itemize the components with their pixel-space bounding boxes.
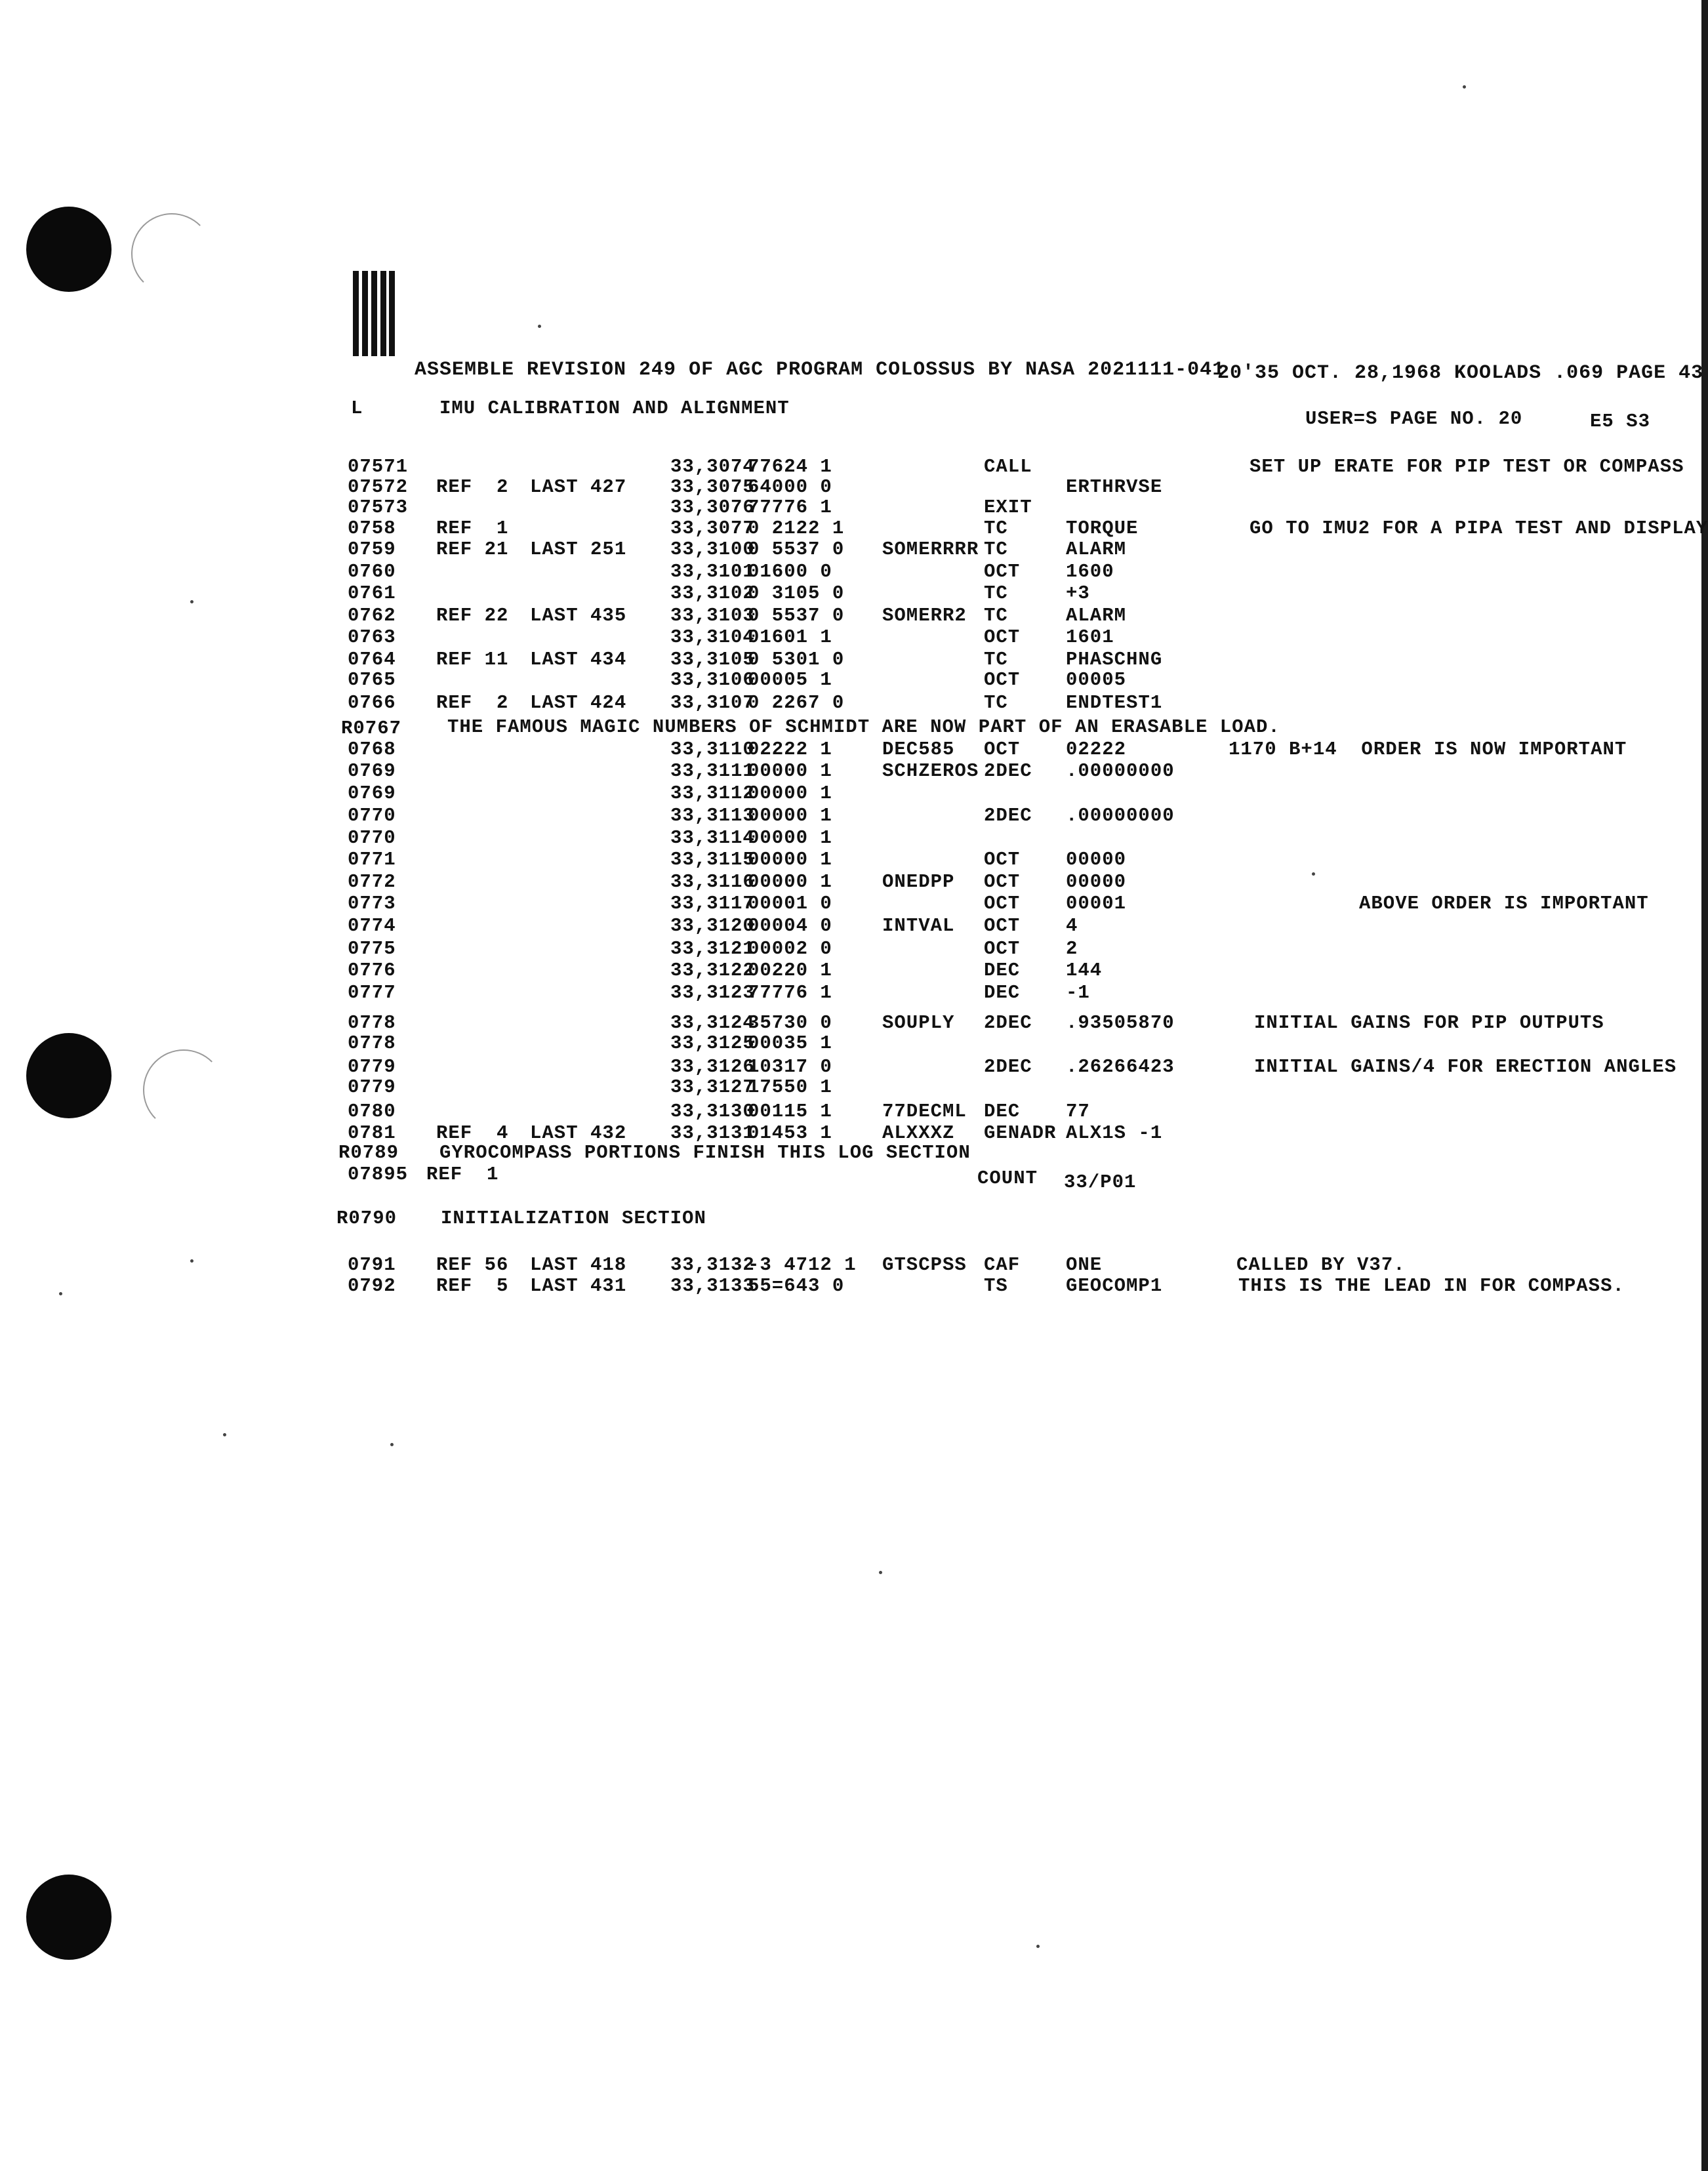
speck <box>390 1443 394 1446</box>
remark-line-number: R0767 <box>341 718 402 739</box>
speck <box>879 1571 882 1574</box>
ref-count: REF 22 <box>436 605 509 626</box>
line-number: 0759 <box>348 538 396 560</box>
opcode: 2DEC <box>984 1056 1032 1078</box>
ref-count: REF 56 <box>436 1254 509 1276</box>
line-number: 0779 <box>348 1076 396 1098</box>
punch-hole-top <box>26 207 112 292</box>
remark-line-number: R0789 <box>338 1142 399 1164</box>
label: GTSCPSS <box>882 1254 967 1276</box>
octal-word: 0 3105 0 <box>748 582 845 604</box>
count-op: COUNT <box>977 1167 1038 1189</box>
operand: +3 <box>1066 582 1090 604</box>
address: 33,3111 <box>670 760 755 782</box>
page-code: E5 S3 <box>1590 411 1651 432</box>
opcode: OCT <box>984 561 1021 582</box>
address: 33,3125 <box>670 1032 755 1054</box>
address: 33,3076 <box>670 497 755 518</box>
address: 33,3133 <box>670 1275 755 1297</box>
address: 33,3116 <box>670 871 755 893</box>
octal-word: 00000 1 <box>748 782 832 804</box>
comment: 1170 B+14 ORDER IS NOW IMPORTANT <box>1229 739 1627 760</box>
operand: 1600 <box>1066 561 1114 582</box>
opcode: DEC <box>984 1101 1021 1122</box>
address: 33,3105 <box>670 649 755 670</box>
operand: 00005 <box>1066 669 1127 691</box>
label: SOMERR2 <box>882 605 967 626</box>
line-number: 0761 <box>348 582 396 604</box>
operand: 00000 <box>1066 849 1127 870</box>
operand: 4 <box>1066 915 1078 937</box>
octal-word: 55=643 0 <box>748 1275 845 1297</box>
operand: 144 <box>1066 960 1103 981</box>
opcode: DEC <box>984 960 1021 981</box>
last-ref: LAST 431 <box>530 1275 627 1297</box>
address: 33,3131 <box>670 1122 755 1144</box>
header-right: 20'35 OCT. 28,1968 KOOLADS .069 PAGE 43 <box>1217 362 1704 384</box>
address: 33,3114 <box>670 827 755 849</box>
address: 33,3126 <box>670 1056 755 1078</box>
line-number: 0772 <box>348 871 396 893</box>
octal-word: 00002 0 <box>748 938 832 960</box>
count-operand: 33/P01 <box>1064 1171 1137 1193</box>
line-number: 0765 <box>348 669 396 691</box>
last-ref: LAST 432 <box>530 1122 627 1144</box>
address: 33,3112 <box>670 782 755 804</box>
speck <box>1463 85 1466 89</box>
section2-title: INITIALIZATION SECTION <box>441 1207 706 1229</box>
label: INTVAL <box>882 915 955 937</box>
section-title: IMU CALIBRATION AND ALIGNMENT <box>439 397 790 419</box>
operand: .93505870 <box>1066 1012 1175 1034</box>
label: SOMERRRR <box>882 538 979 560</box>
opcode: TC <box>984 692 1008 714</box>
opcode: TC <box>984 517 1008 539</box>
speck <box>190 600 193 603</box>
last-ref: LAST 424 <box>530 692 627 714</box>
octal-word: 00004 0 <box>748 915 832 937</box>
address: 33,3115 <box>670 849 755 870</box>
line-number: 0780 <box>348 1101 396 1122</box>
octal-word: 00000 1 <box>748 871 832 893</box>
opcode: TC <box>984 605 1008 626</box>
octal-word: 00000 1 <box>748 849 832 870</box>
label: DEC585 <box>882 739 955 760</box>
operand: 02222 <box>1066 739 1127 760</box>
address: 33,3101 <box>670 561 755 582</box>
address: 33,3074 <box>670 456 755 477</box>
count-line-number: 07895 <box>348 1164 409 1185</box>
octal-word: -3 4712 1 <box>748 1254 857 1276</box>
opcode: 2DEC <box>984 805 1032 826</box>
speck <box>223 1433 226 1436</box>
operand: -1 <box>1066 982 1090 1004</box>
opcode: 2DEC <box>984 1012 1032 1034</box>
opcode: OCT <box>984 915 1021 937</box>
octal-word: 35730 0 <box>748 1012 832 1034</box>
operand: TORQUE <box>1066 517 1139 539</box>
speck <box>1036 1945 1040 1948</box>
line-number: 0776 <box>348 960 396 981</box>
count-ref: REF 1 <box>426 1164 499 1185</box>
address: 33,3130 <box>670 1101 755 1122</box>
punch-hole-shadow-top <box>131 213 213 294</box>
operand: ONE <box>1066 1254 1103 1276</box>
octal-word: 00005 1 <box>748 669 832 691</box>
address: 33,3123 <box>670 982 755 1004</box>
operand: 1601 <box>1066 626 1114 648</box>
ref-count: REF 5 <box>436 1275 509 1297</box>
label: SCHZEROS <box>882 760 979 782</box>
line-number: 0769 <box>348 760 396 782</box>
label: ALXXXZ <box>882 1122 955 1144</box>
users-page: USER=S PAGE NO. 20 <box>1305 408 1523 430</box>
line-number: 0770 <box>348 805 396 826</box>
section-mark: L <box>351 397 363 419</box>
comment: ABOVE ORDER IS IMPORTANT <box>1359 893 1649 914</box>
opcode: DEC <box>984 982 1021 1004</box>
operand: .00000000 <box>1066 760 1175 782</box>
operand: 00000 <box>1066 871 1127 893</box>
address: 33,3102 <box>670 582 755 604</box>
opcode: CALL <box>984 456 1032 477</box>
line-number: 0768 <box>348 739 396 760</box>
octal-word: 00000 1 <box>748 827 832 849</box>
octal-word: 00000 1 <box>748 805 832 826</box>
page-edge <box>1701 0 1708 2171</box>
octal-word: 0 5537 0 <box>748 605 845 626</box>
ref-count: REF 2 <box>436 692 509 714</box>
line-number: 07572 <box>348 476 409 498</box>
comment: INITIAL GAINS/4 FOR ERECTION ANGLES <box>1254 1056 1677 1078</box>
address: 33,3127 <box>670 1076 755 1098</box>
octal-word: 01600 0 <box>748 561 832 582</box>
line-number: 0777 <box>348 982 396 1004</box>
line-number: 07571 <box>348 456 409 477</box>
address: 33,3113 <box>670 805 755 826</box>
comment: GO TO IMU2 FOR A PIPA TEST AND DISPLAY <box>1250 517 1708 539</box>
opcode: TC <box>984 538 1008 560</box>
operand: PHASCHNG <box>1066 649 1163 670</box>
header-left: ASSEMBLE REVISION 249 OF AGC PROGRAM COLOSSUS BY NASA 2021111-041 <box>415 359 1225 381</box>
address: 33,3075 <box>670 476 755 498</box>
octal-word: 77776 1 <box>748 497 832 518</box>
last-ref: LAST 427 <box>530 476 627 498</box>
line-number: 0773 <box>348 893 396 914</box>
octal-word: 02222 1 <box>748 739 832 760</box>
line-number: 0769 <box>348 782 396 804</box>
opcode: 2DEC <box>984 760 1032 782</box>
opcode: OCT <box>984 893 1021 914</box>
line-number: 0792 <box>348 1275 396 1297</box>
section2-line-number: R0790 <box>336 1207 397 1229</box>
line-number: 0774 <box>348 915 396 937</box>
octal-word: 10317 0 <box>748 1056 832 1078</box>
line-number: 0779 <box>348 1056 396 1078</box>
operand: ALARM <box>1066 538 1127 560</box>
last-ref: LAST 435 <box>530 605 627 626</box>
line-number: 0760 <box>348 561 396 582</box>
line-number: 0778 <box>348 1032 396 1054</box>
opcode: TC <box>984 582 1008 604</box>
ref-count: REF 11 <box>436 649 509 670</box>
ref-count: REF 2 <box>436 476 509 498</box>
line-number: 0758 <box>348 517 396 539</box>
opcode: EXIT <box>984 497 1032 518</box>
operand: ALX1S -1 <box>1066 1122 1163 1144</box>
address: 33,3104 <box>670 626 755 648</box>
label: SOUPLY <box>882 1012 955 1034</box>
address: 33,3122 <box>670 960 755 981</box>
line-number: 0778 <box>348 1012 396 1034</box>
last-ref: LAST 251 <box>530 538 627 560</box>
address: 33,3110 <box>670 739 755 760</box>
last-ref: LAST 434 <box>530 649 627 670</box>
octal-word: 0 2267 0 <box>748 692 845 714</box>
punch-hole-shadow-middle <box>143 1049 224 1131</box>
operand: 00001 <box>1066 893 1127 914</box>
line-number: 0771 <box>348 849 396 870</box>
operand: 2 <box>1066 938 1078 960</box>
remark-text: THE FAMOUS MAGIC NUMBERS OF SCHMIDT ARE NOW PART OF AN ERASABLE LOAD. <box>447 716 1280 738</box>
opcode: OCT <box>984 626 1021 648</box>
ref-count: REF 4 <box>436 1122 509 1144</box>
octal-word: 0 2122 1 <box>748 517 845 539</box>
speck <box>538 325 541 328</box>
octal-word: 64000 0 <box>748 476 832 498</box>
opcode: OCT <box>984 849 1021 870</box>
operand: ERTHRVSE <box>1066 476 1163 498</box>
octal-word: 00220 1 <box>748 960 832 981</box>
address: 33,3124 <box>670 1012 755 1034</box>
octal-word: 0 5301 0 <box>748 649 845 670</box>
address: 33,3120 <box>670 915 755 937</box>
operand: .00000000 <box>1066 805 1175 826</box>
octal-word: 17550 1 <box>748 1076 832 1098</box>
ref-count: REF 1 <box>436 517 509 539</box>
octal-word: 77624 1 <box>748 456 832 477</box>
line-number: 0781 <box>348 1122 396 1144</box>
address: 33,3077 <box>670 517 755 539</box>
operand: 77 <box>1066 1101 1090 1122</box>
octal-word: 77776 1 <box>748 982 832 1004</box>
address: 33,3106 <box>670 669 755 691</box>
opcode: OCT <box>984 739 1021 760</box>
line-number: 07573 <box>348 497 409 518</box>
octal-word: 00035 1 <box>748 1032 832 1054</box>
speck <box>190 1259 193 1263</box>
opcode: GENADR <box>984 1122 1057 1144</box>
line-number: 0791 <box>348 1254 396 1276</box>
octal-word: 00000 1 <box>748 760 832 782</box>
octal-word: 0 5537 0 <box>748 538 845 560</box>
octal-word: 01453 1 <box>748 1122 832 1144</box>
line-number: 0762 <box>348 605 396 626</box>
address: 33,3121 <box>670 938 755 960</box>
label: 77DECML <box>882 1101 967 1122</box>
punch-hole-middle <box>26 1033 112 1118</box>
line-number: 0766 <box>348 692 396 714</box>
octal-word: 01601 1 <box>748 626 832 648</box>
address: 33,3100 <box>670 538 755 560</box>
opcode: OCT <box>984 871 1021 893</box>
remark-text: GYROCOMPASS PORTIONS FINISH THIS LOG SECTION <box>439 1142 971 1164</box>
line-number: 0764 <box>348 649 396 670</box>
opcode: OCT <box>984 938 1021 960</box>
ref-count: REF 21 <box>436 538 509 560</box>
line-number: 0775 <box>348 938 396 960</box>
speck <box>59 1292 62 1295</box>
address: 33,3107 <box>670 692 755 714</box>
operand: ENDTEST1 <box>1066 692 1163 714</box>
punch-hole-bottom <box>26 1875 112 1960</box>
barcode-mark <box>353 271 395 356</box>
operand: ALARM <box>1066 605 1127 626</box>
address: 33,3103 <box>670 605 755 626</box>
label: ONEDPP <box>882 871 955 893</box>
last-ref: LAST 418 <box>530 1254 627 1276</box>
address: 33,3117 <box>670 893 755 914</box>
octal-word: 00115 1 <box>748 1101 832 1122</box>
opcode: CAF <box>984 1254 1021 1276</box>
comment: CALLED BY V37. <box>1236 1254 1406 1276</box>
opcode: OCT <box>984 669 1021 691</box>
opcode: TC <box>984 649 1008 670</box>
comment: INITIAL GAINS FOR PIP OUTPUTS <box>1254 1012 1604 1034</box>
line-number: 0763 <box>348 626 396 648</box>
octal-word: 00001 0 <box>748 893 832 914</box>
operand: GEOCOMP1 <box>1066 1275 1163 1297</box>
line-number: 0770 <box>348 827 396 849</box>
comment: THIS IS THE LEAD IN FOR COMPASS. <box>1238 1275 1625 1297</box>
address: 33,3132 <box>670 1254 755 1276</box>
speck <box>1312 872 1315 876</box>
operand: .26266423 <box>1066 1056 1175 1078</box>
opcode: TS <box>984 1275 1008 1297</box>
comment: SET UP ERATE FOR PIP TEST OR COMPASS <box>1250 456 1684 477</box>
